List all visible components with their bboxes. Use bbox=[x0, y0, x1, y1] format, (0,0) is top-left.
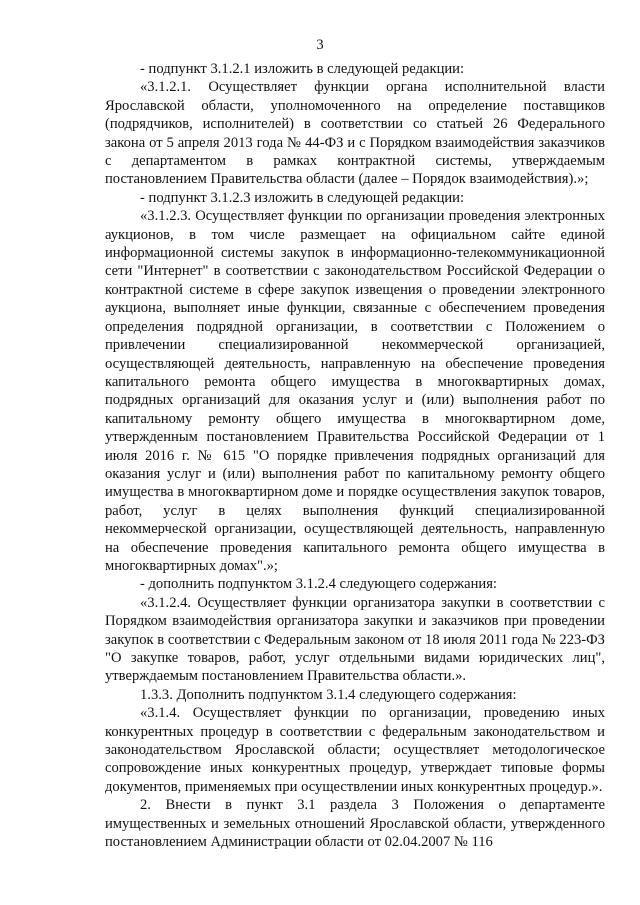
paragraph-2: 2. Внести в пункт 3.1 раздела 3 Положения о департаменте имущественных и земельных отношений Ярославской области, утвержденного постановлением Администрации области от 02.04.2007 № 116 bbox=[105, 797, 605, 851]
paragraph-3-1-2-4-text: «3.1.2.4. Осуществляет функции организатора закупки в соответствии с Порядком взаимодействия организатора закупки и заказчиков при проведении закупок в соответствии с Федеральным законом от 18 июля 2011 года № 223-ФЗ "О закупке товаров, работ, услуг отдельными видами юридических лиц", утверждаемым постановлением Правительства области.». bbox=[105, 594, 605, 685]
paragraph-3-1-4-text: «3.1.4. Осуществляет функции по организации, проведению иных конкурентных процедур в соответствии с федеральным законодательством и законодательством Ярославской области; осуществляет методологическое сопровождение иных конкурентных процедур, утверждает типовые формы документов, применяемых при осуществлении иных конкурентных процедур.». bbox=[105, 705, 605, 795]
paragraph-1-3-3: 1.3.3. Дополнить подпунктом 3.1.4 следующего содержания: bbox=[140, 686, 517, 703]
paragraph-3-1-2-3-text: «3.1.2.3. Осуществляет функции по организации проведения электронных аукционов, в том числе размещает на официальном сайте единой информационной системы закупок в информационно-телекоммуникационной сети "Интернет" в соответствии с законодательством Российской Федерации о контрактной системе в сфере закупок извещения о проведении электронного аукциона, выполняет иные функции, связанные с обеспечением проведения определения подрядной организации, в соответствии с Положением о привлечении специализированной некоммерческой организацией, осуществляющей деятельность, направленную на обеспечение проведения капитального ремонта общего имущества в многоквартирных домах, подрядных организаций для оказания услуг и (или) выполнения работ по капитальному ремонту общего имущества в многоквартирном доме, утвержденным постановлением Правительства Российской Федерации от 1 июля 2016 г. № 615 "О порядке привлечения подрядных организаций для оказания услуг и (или) выполнения работ по капитальному ремонту общего имущества в многоквартирном доме и порядке осуществления закупок товаров, работ, услуг в целях выполнения функций специализированной некоммерческой организации, осуществляющей деятельность, направленную на обеспечение проведения капитального ремонта общего имущества в многоквартирных домах".»; bbox=[105, 208, 605, 574]
paragraph-amend-3-1-2-3-intro: - подпункт 3.1.2.3 изложить в следующей редакции: bbox=[140, 189, 465, 206]
page-number: 3 bbox=[316, 37, 324, 53]
document-body bbox=[105, 60, 605, 851]
paragraph-amend-3-1-2-1-intro: - подпункт 3.1.2.1 изложить в следующей редакции: bbox=[140, 61, 465, 77]
paragraph-3-1-2-1-text: «3.1.2.1. Осуществляет функции органа исполнительной власти Ярославской области, уполномоченного на определение поставщиков (подрядчиков, исполнителей) в соответствии со статьей 26 Федерального закона от 5 апреля 2013 года № 44-ФЗ и с Порядком взаимодействия заказчиков с департаментом в рамках контрактной системы, утверждаемым постановлением Правительства области (далее – Порядок взаимодействия).»; bbox=[105, 79, 605, 188]
paragraph-add-3-1-2-4-intro: - дополнить подпунктом 3.1.2.4 следующего содержания: bbox=[140, 576, 497, 593]
